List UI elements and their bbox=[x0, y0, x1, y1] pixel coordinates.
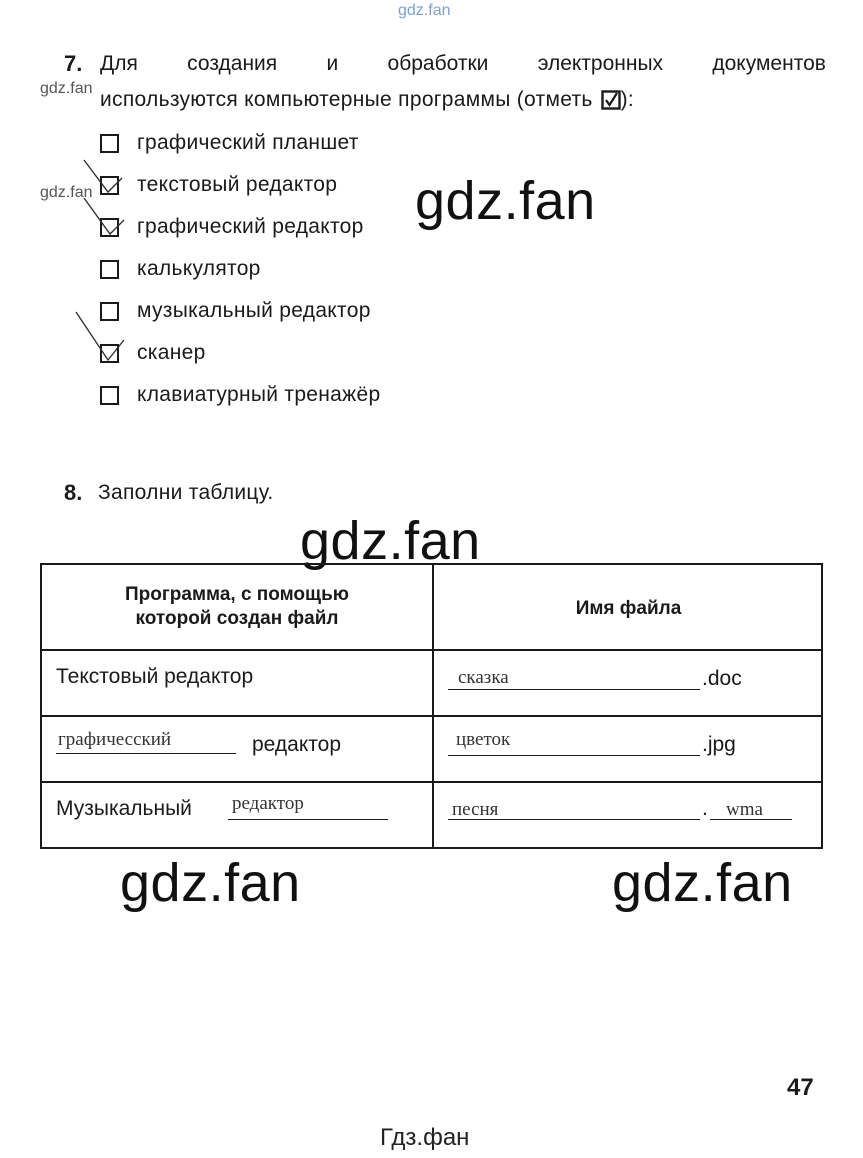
header-filename: Имя файла bbox=[575, 598, 682, 619]
option-label: калькулятор bbox=[137, 257, 261, 280]
row2-extension: .jpg bbox=[702, 733, 736, 756]
row3-extension-answer[interactable]: wma bbox=[726, 799, 763, 820]
page-number: 47 bbox=[787, 1074, 814, 1101]
row3-program: Музыкальный bbox=[56, 797, 192, 820]
watermark-small: gdz.fan bbox=[40, 184, 93, 201]
question-word: Для bbox=[100, 52, 138, 75]
watermark-small: gdz.fan bbox=[40, 80, 93, 97]
task8-number: 8. bbox=[64, 480, 83, 505]
answer-table bbox=[40, 563, 823, 849]
question-text: ): bbox=[620, 88, 635, 111]
table-divider bbox=[42, 781, 821, 783]
row3-extension-dot: . bbox=[702, 797, 708, 820]
row3-program-answer[interactable]: редактор bbox=[232, 793, 304, 814]
table-divider bbox=[42, 715, 821, 717]
answer-underline bbox=[228, 819, 388, 820]
answer-underline bbox=[448, 755, 700, 756]
answer-underline bbox=[710, 819, 792, 820]
watermark-large: gdz.fan bbox=[612, 853, 793, 913]
question-word: и bbox=[326, 52, 339, 75]
row1-program: Текстовый редактор bbox=[56, 665, 254, 688]
option-label: графический редактор bbox=[137, 215, 364, 238]
answer-underline bbox=[448, 819, 700, 820]
watermark-large: gdz.fan bbox=[415, 171, 596, 231]
watermark-top: gdz.fan bbox=[398, 2, 451, 19]
row2-program: редактор bbox=[252, 733, 341, 756]
option-label: музыкальный редактор bbox=[137, 299, 371, 322]
footer-text: Гдз.фан bbox=[380, 1124, 470, 1151]
row2-filename-answer[interactable]: цветок bbox=[456, 729, 511, 750]
row1-filename-answer[interactable]: сказка bbox=[458, 667, 509, 688]
row1-extension: .doc bbox=[702, 667, 742, 690]
header-program bbox=[42, 583, 432, 631]
task8-question: Заполни таблицу. bbox=[98, 481, 274, 504]
answer-underline bbox=[448, 689, 700, 690]
answer-underline bbox=[56, 753, 236, 754]
table-divider bbox=[42, 649, 821, 651]
handwritten-checkmarks bbox=[0, 0, 863, 420]
question-word: создания bbox=[187, 52, 278, 75]
question-word: электронных bbox=[537, 52, 664, 75]
question-word: документов bbox=[712, 52, 826, 75]
task7-number: 7. bbox=[64, 51, 83, 76]
option-label: сканер bbox=[137, 341, 206, 364]
option-label: текстовый редактор bbox=[137, 173, 338, 196]
row3-filename-answer[interactable]: песня bbox=[452, 799, 499, 820]
question-text: используются компьютерные программы (отметь bbox=[100, 88, 593, 111]
watermark-large: gdz.fan bbox=[120, 853, 301, 913]
header-text: Программа, с помощью bbox=[125, 584, 349, 605]
option-label: клавиатурный тренажёр bbox=[137, 383, 381, 406]
question-word: обработки bbox=[387, 52, 489, 75]
option-label: графический планшет bbox=[137, 131, 359, 154]
header-text: которой создан файл bbox=[135, 608, 339, 629]
row2-program-answer[interactable]: графичесский bbox=[58, 729, 172, 750]
watermark-large: gdz.fan bbox=[300, 511, 481, 571]
